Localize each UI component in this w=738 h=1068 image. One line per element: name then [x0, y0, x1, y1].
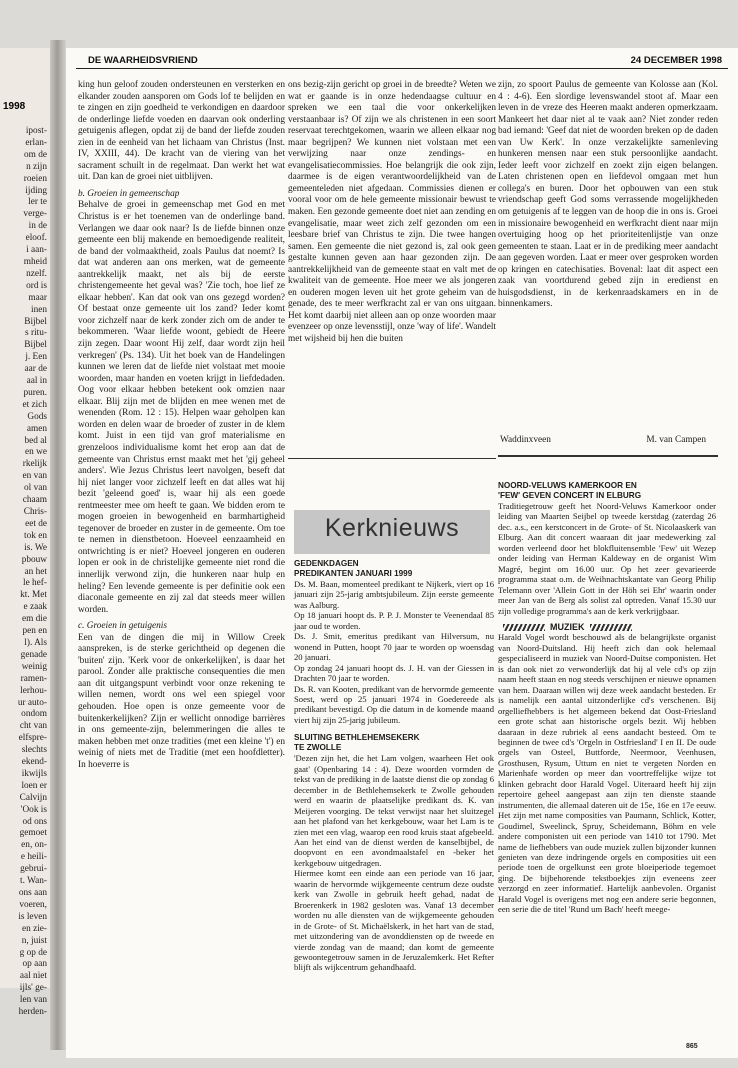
news-paragraph: Ds. R. van Kooten, predikant van de hervormde gemeente Soest, werd op 25 januari 1974 in Goedereede als predikant bevestigd. Op die datum in de komende maand viert hij zijn 25-jarig jubileum. — [294, 683, 494, 725]
facing-page-line: ur auto- — [17, 697, 47, 708]
news-paragraph: Op 18 januari hoopt ds. P. P. J. Monster te Veenendaal 85 jaar oud te worden. — [294, 610, 494, 631]
facing-page-line: ol van — [24, 483, 47, 494]
facing-page-line: maar — [28, 292, 47, 303]
book-gutter — [50, 40, 66, 1050]
running-header — [76, 54, 728, 69]
facing-page-line: ord is — [26, 280, 47, 291]
kerknieuws-column — [294, 559, 494, 973]
facing-page-line: ons aan — [18, 888, 47, 898]
facing-page-line: l). Als — [24, 637, 47, 648]
facing-page-line: en zie- — [21, 923, 47, 934]
facing-page-line: ondom — [21, 709, 47, 720]
facing-page-line: inen — [30, 304, 47, 315]
facing-page-line: Bijbel — [24, 316, 47, 327]
news-column-right — [498, 481, 716, 915]
facing-page-line: pbouw — [21, 554, 47, 565]
facing-page-line: erlan- — [25, 137, 47, 148]
facing-page-strip — [0, 48, 50, 1018]
facing-page-line: en we — [25, 447, 47, 458]
news-paragraph: Ds. J. Smit, emeritus predikant van Hilversum, nu wonend in Putten, hoopt 70 jaar te worden op woensdag 20 januari. — [294, 631, 494, 663]
facing-page-line: ekend- — [21, 757, 47, 768]
facing-page-line: genade — [20, 649, 47, 660]
facing-page-year: 1998 — [0, 98, 53, 116]
section-subheading: b. Groeien in gemeenschap — [78, 188, 180, 199]
facing-page-line: len van — [19, 995, 47, 1006]
signature-author: M. van Campen — [646, 435, 706, 445]
facing-page-line: gemoet — [19, 828, 47, 839]
muziek-article: Harald Vogel wordt beschouwd als de belangrijkste organist van Noord-Duitsland. Hij heeft zich dan ook helemaal gespecialiseerd in muziek van Noord-Duitse componisten. Het is dan ook niet zo verwonderlijk dat hij al vele cd's op zijn naam heeft staan en nog steeds verschijnen er nieuwe opnamen van hem. Daaraan willen wij deze week aandacht besteden. Er is namelijk een aantal uitzonderlijke cd's verschenen. Bij orgelliefhebbers is het algemeen bekend dat Oost-Friesland een grote schat aan historische orgels bezit. Wij hebben daaraan in deze rubriek al eens aandacht besteed. Om te beginnen de twee cd's 'Orgeln in Ostfriesland' I en II. De oude orgels van Osteel, Buttforde, Neermoor, Veenhusen, Grosthusen, Rysum, Uttum en niet te vergeten Norden en Marienhafe worden op meer dan voortreffelijke wijze tot klinken gebracht door Harald Vogel. Uiteraard heeft hij zijn repertoire geheel aangepast aan zijn ten dienste staande instrumenten, die allemaal dateren uit de 15e, 16e en 17e eeuw. Het zijn met name composities van Paumann, Schlick, Kotter, Goudimel, Sweelinck, Spruy, Scheidemann, Böhm en vele andere componisten uit een periode van 1410 tot 1790. Met name de liefhebbers van oude muziek zullen bijzonder kunnen genieten van deze indringende orgels en composities uit een periode toen de orgelkunst een grote bloeiperiode tegemoet ging. De bijbehorende tekstboekjes zijn eveneens zeer verzorgd en zeer informatief. Hartelijk aanbevolen. Organist Harald Vogel is overigens met nog een andere serie begonnen, een serie die de titel 'Rund um Bach' heeft meege- — [498, 632, 716, 915]
facing-page-line: is. We — [24, 542, 47, 553]
facing-page-line: od ons — [22, 816, 47, 827]
facing-page-line: aar de — [24, 364, 47, 375]
facing-page-line: e zaak — [23, 602, 47, 613]
facing-page-line: elfspre- — [18, 733, 47, 744]
section-divider — [288, 458, 496, 459]
facing-page-line: tok en — [24, 530, 47, 541]
facing-page-line: eloof. — [25, 233, 47, 244]
gedenkdagen-heading: GEDENKDAGEN PREDIKANTEN JANUARI 1999 — [294, 559, 413, 578]
facing-page-line: en van — [22, 471, 47, 482]
facing-page-line: em die — [21, 614, 47, 625]
facing-page-line: roeien — [23, 173, 47, 184]
news-paragraph: Hiermee komt een einde aan een periode van 16 jaar, waarin de hervormde wijkgemeente centrum deze oudste kerk van Zwolle in gebruik heeft gehad, nadat de Broerenkerk in 1982 gesloten was. Vanaf 13 december worden nu alle diensten van de wijkgemeente gehouden in de Grote- of St. Michaëlskerk, in het hart van de stad, met uitzondering van de avonddiensten op de tweede en vierde zondag van de maand; dan komt de gemeente gewoontegetrouw samen in de Jeruzalemkerk. Het Refter blijft als wijkcentrum gehandhaafd. — [294, 868, 494, 973]
facing-page-line: lerhou- — [20, 685, 47, 696]
facing-page-line: Chris- — [23, 507, 47, 517]
facing-page-line: in de — [28, 221, 47, 232]
facing-page-line: chaam — [22, 495, 47, 506]
facing-page-line: op aan — [22, 959, 47, 970]
ornament-icon — [590, 624, 632, 631]
paragraph: Behalve de groei in gemeenschap met God en met Christus is er het toenemen van de onderlinge band. Verlangen we daar ook naar? Is de liefde binnen onze gemeente een blij makende en bemoedigende realiteit, de band der volmaaktheid, zoals Paulus dat noemt? Is dat wat anderen aan ons merken, wat de gemeente aantrekkelijk maakt, net als bij de eerste christengemeente het geval was? 'Zie toch, hoe lief ze elkaar hebben'. Kan dat ook van ons gezegd worden? Of bestaat onze gemeente uit los zand? Ieder komt voor zichzelf naar de kerk zonder zich om de ander te bekommeren. 'Waar liefde woont, gebiedt de Heere zijn zegen. Daar woont Hij zelf, daar wordt zijn heil verkregen' (Ps. 134). Uit het boek van de Handelingen kunnen we leren dat de liefde niet volstaat met mooie woorden, maar handen en voeten krijgt in liefdedaden. Oog voor elkaar hebben betekent ook omzien naar elkaar. Blij zijn met de blijden en mee wenen met de wenenden (Rom. 12 : 15). Helpen waar geholpen kan worden en delen waar de broeder of zuster in de klem komt. Juist in een tijd van grof materialisme en grenzeloos individualisme komt het erop aan dat de gemeente van Christus ernst maakt met het 'gij geheel anders'. Wie Jezus Christus leert navolgen, beseft dat hij niet langer voor zichzelf leeft en dat alles wat hij bezit 'geleend goed' is, waar hij als een goede rentmeester mee om heeft te gaan. We bidden erom te mogen groeien in bewogenheid en barmhartigheid tegenover de broeder en zuster in de gemeente. Om toe te nemen in dienstbetoon. Hoeveel eenzaamheid en ontwrichting is er niet? Hoeveel jongeren en ouderen lopen er ook in de christelijke gemeente niet rond die innerlijk verwond zijn, die hunkeren naar hulp en heling? Een levende gemeente is per definitie ook een diaconale gemeente en zij zal dat steeds meer willen worden. — [78, 200, 285, 615]
news-paragraph: Ds. M. Baan, momenteel predikant te Nijkerk, viert op 16 januari zijn 25-jarig ambtsjubileum. Zijn eerste gemeente was Aalburg. — [294, 579, 494, 610]
facing-page-line: rkelijk — [22, 459, 47, 470]
facing-page-line: bed al — [24, 435, 47, 446]
facing-page-line: puren. — [23, 387, 47, 398]
facing-page-line: pen en — [22, 626, 47, 637]
facing-page-line: amen — [26, 423, 47, 434]
signature-place: Waddinxveen — [500, 435, 551, 445]
facing-page-line: g op de — [19, 947, 47, 958]
facing-page-line: gebrui- — [20, 864, 47, 875]
muziek-heading: MUZIEK — [498, 622, 716, 632]
facing-page-line: herden- — [18, 1007, 47, 1018]
kerknieuws-title: Kerknieuws — [324, 514, 460, 542]
facing-page-line: loen er — [21, 780, 47, 791]
facing-page-line: verge- — [23, 209, 47, 220]
facing-page-line: Gods — [27, 411, 47, 422]
issue-date: 24 DECEMBER 1998 — [630, 55, 722, 66]
facing-page-line: le hef- — [22, 578, 47, 589]
kamerkoor-article: Traditiegetrouw geeft het Noord-Veluws Kamerkoor onder leiding van Maarten Seijbel op tweede kerstdag (zaterdag 26 dec. a.s., een kerstconcert in de Grote- of St. Nicolaaskerk van Elburg. Aan dit concert waaraan dit jaar medewerking zal worden verleend door het blokfluitensemble 'Few' uit Wezep onder leiding van Herman Kaldeway en de organist Wim Magré, begint om 16.00 uur. Op het zeer gevarieerde programma staat o.m. de Weihnachtskantate van Georg Philip Telemann over 'Allein Gott in der Höh sei Ehr' waarin onder meer Jan van de Berg als solist zal optreden. Vanaf 15.30 uur zijn volledige programma's aan de kerk verkrijgbaar. — [498, 501, 716, 616]
page-number: 865 — [686, 1043, 698, 1050]
facing-page-line: ijls' ge- — [19, 983, 47, 994]
facing-page-line: aal in — [26, 376, 47, 387]
newspaper-page — [66, 48, 738, 1058]
publication-title: DE WAARHEIDSVRIEND — [88, 55, 198, 66]
facing-page-line: et zich — [22, 399, 47, 410]
facing-page-line: is leven — [18, 911, 47, 922]
section-divider — [498, 455, 718, 457]
gedenkdagen-list — [294, 579, 494, 725]
ornament-icon — [503, 624, 545, 631]
kamerkoor-heading: NOORD-VELUWS KAMERKOOR EN 'FEW' GEVEN CONCERT IN ELBURG — [498, 481, 642, 500]
article-column-3 — [498, 80, 718, 311]
article-column-1 — [78, 80, 285, 771]
news-paragraph: 'Dezen zijn het, die het Lam volgen, waarheen Het ook gaat' (Openbaring 14 : 4). Deze woorden vormden de tekst van de prediking in de laatste dienst die op zondag 6 december in de Bethlehemsekerk te Zwolle gehouden werd en waarin de plaatselijke predikant ds. K. van Meijeren voorging. De tekst verwijst naar het sluitzegel aan het plafond van het kerkgebouw, waar het Lam is te zien met een vlag, waarop een rood kruis staat afgebeeld. Aan het eind van de dienst werden de kanselbijbel, de doopvont en een avondmaalstafel en -beker het kerkgebouw uitgedragen. — [294, 753, 494, 868]
sluiting-heading: SLUITING BETHLEHEMSEKERK TE ZWOLLE — [294, 733, 420, 753]
facing-page-line: slechts — [21, 745, 47, 756]
facing-page-line: s ritu- — [25, 328, 47, 339]
facing-page-line: 'Ook is — [20, 804, 47, 815]
facing-page-line: ikwijls — [21, 768, 47, 779]
facing-page-line: nzelf. — [26, 268, 47, 279]
facing-page-line: mheid — [23, 256, 47, 267]
facing-page-line: kt. Met — [20, 590, 47, 601]
facing-page-line: weinig — [21, 661, 47, 672]
facing-page-line: Bijbel — [24, 340, 47, 351]
paragraph: king hun geloof zouden ondersteunen en versterken en elkander zouden aansporen om Gods lof te belijden en te zingen en zijn goedheid te verkondigen en daardoor de onderlinge liefde voeden en daarvan ook onderling getuigenis aflegen, opdat zij de band der liefde zouden zien in de eenheid van het lichaam van Christus (Inst. IV, XXIII, 44). De kracht van de viering van het sacrament schuilt in de regelmaat. Dan werkt het wat uit. Dan kan de groei niet uitblijven. — [78, 80, 285, 183]
facing-page-line: ijding — [25, 185, 47, 196]
facing-page-line: ler te — [28, 197, 47, 208]
paragraph: zijn, zo spoort Paulus de gemeente van Kolosse aan (Kol. 4 : 4-6). Een slordige levenswandel stoot af. Maar een leven in de vreze des Heeren maakt anderen opmerkzaam. Mankeert het daar niet al te vaak aan? Niet zonder reden bad iemand: 'Geef dat niet de woorden breken op de daden van Uw Kerk'. In onze verzakelijkte samenleving hunkeren mensen naar een stuk persoonlijke aandacht. Ieder leeft voor zichzelf en zoekt zijn eigen belangen. Laten christenen open en liefdevol omgaan met hun collega's en buren. Door het opbouwen van een stuk vriendschap geeft God soms verrassende mogelijkheden om getuigenis af te leggen van de hoop die in ons is. Groei in missionaire bewogenheid en werfkracht dient naar mijn overtuiging hoog op het prioriteitenlijstje van onze gemeenten te staan. Laat er in de prediking meer aandacht aan gegeven worden. Laat er meer over gesproken worden op kringen en catechisaties. Bovenal: laat dit aspect een zaak van voortdurend gebed zijn in eredienst en huisgodsdienst, in de kerkenraadskamers en in de binnenkamers. — [498, 80, 718, 310]
facing-page-line: e heili- — [20, 852, 47, 863]
facing-page-line: aal niet — [19, 971, 47, 982]
article-column-2 — [288, 80, 496, 346]
facing-page-line: n, juist — [21, 935, 47, 946]
news-paragraph: Op zondag 24 januari hoopt ds. J. H. van der Giessen in Drachten 70 jaar te worden. — [294, 662, 494, 684]
facing-page-line: i aan- — [26, 245, 47, 256]
facing-page-line: n zijn — [26, 161, 47, 172]
section-subheading: c. Groeien in getuigenis — [78, 621, 167, 632]
facing-page-line: ramen- — [20, 673, 47, 684]
facing-page-text — [0, 126, 47, 1019]
facing-page-line: j. Een — [25, 352, 47, 363]
sluiting-article — [294, 753, 494, 973]
facing-page-line: en, on- — [21, 840, 47, 851]
facing-page-line: cht van — [19, 721, 47, 732]
facing-page-line: Calvijn — [19, 792, 47, 803]
facing-page-line: eet de — [25, 518, 47, 529]
facing-page-line: an het — [24, 566, 47, 577]
kerknieuws-banner — [294, 510, 490, 554]
facing-page-line: voeren, — [19, 899, 47, 910]
paragraph: ons bezig-zijn gericht op groei in de breedte? Weten we wat er gaande is in onze hedendaagse cultuur en spreken we een taal die voor onkerkelijken verstaanbaar is? Of zijn we als christenen in een soort reservaat terechtgekomen, waarin we alleen elkaar nog maar begrijpen? We kunnen niet volstaan met een verwijzing naar onze zendings- en evangelisatiecommissies. Hoe belangrijk die ook zijn, daarmee is de eigen verantwoordelijkheid van de gemeenteleden niet afgedaan. Commissies dienen er vooral voor om de hele gemeente missionair bewust te maken. Een gezonde gemeente doet niet aan zending en evangelisatie, maar weet zich zelf gezonden om een leesbare brief van Christus te zijn. Die twee hangen samen. Een gemeente die niet gezond is, zal ook geen gestalte kunnen geven aan haar gezonden zijn. De aantrekkelijkheid van de gemeente staat en valt met de kwaliteit van de gemeente. Hoe meer we als jongeren en ouderen mogen leven uit het grote geheim van de genade, des te meer werfkracht zal er van ons uitgaan. Het komt daarbij niet alleen aan op onze woorden maar evenzeer op onze levensstijl, onze 'way of life'. Wandelt met wijsheid bij hen die buiten — [288, 80, 496, 345]
facing-page-line: ipost- — [25, 126, 47, 136]
facing-page-line: t. Wan- — [20, 876, 47, 887]
paragraph: Een van de dingen die mij in Willow Creek aanspreken, is de sterke gerichtheid op degenen die 'buiten' zijn. 'Kerk voor de onkerkelijken', is daar het parool. Zonder alle praktische consequenties die men aan dit uitgangspunt verbindt voor onze rekening te willen nemen, wordt ons wel een spiegel voor gehouden. Hoe open is onze gemeente voor de buitenkerkelijken? Zijn er wellicht onnodige barrières in ons gemeente-zijn, belemmeringen die alles te maken hebben met onze tradities (met een kleine 't') en weinig of niets met de Traditie (met een hoofdletter). In hoeverre is — [78, 632, 285, 770]
facing-page-line: om de — [24, 149, 47, 160]
